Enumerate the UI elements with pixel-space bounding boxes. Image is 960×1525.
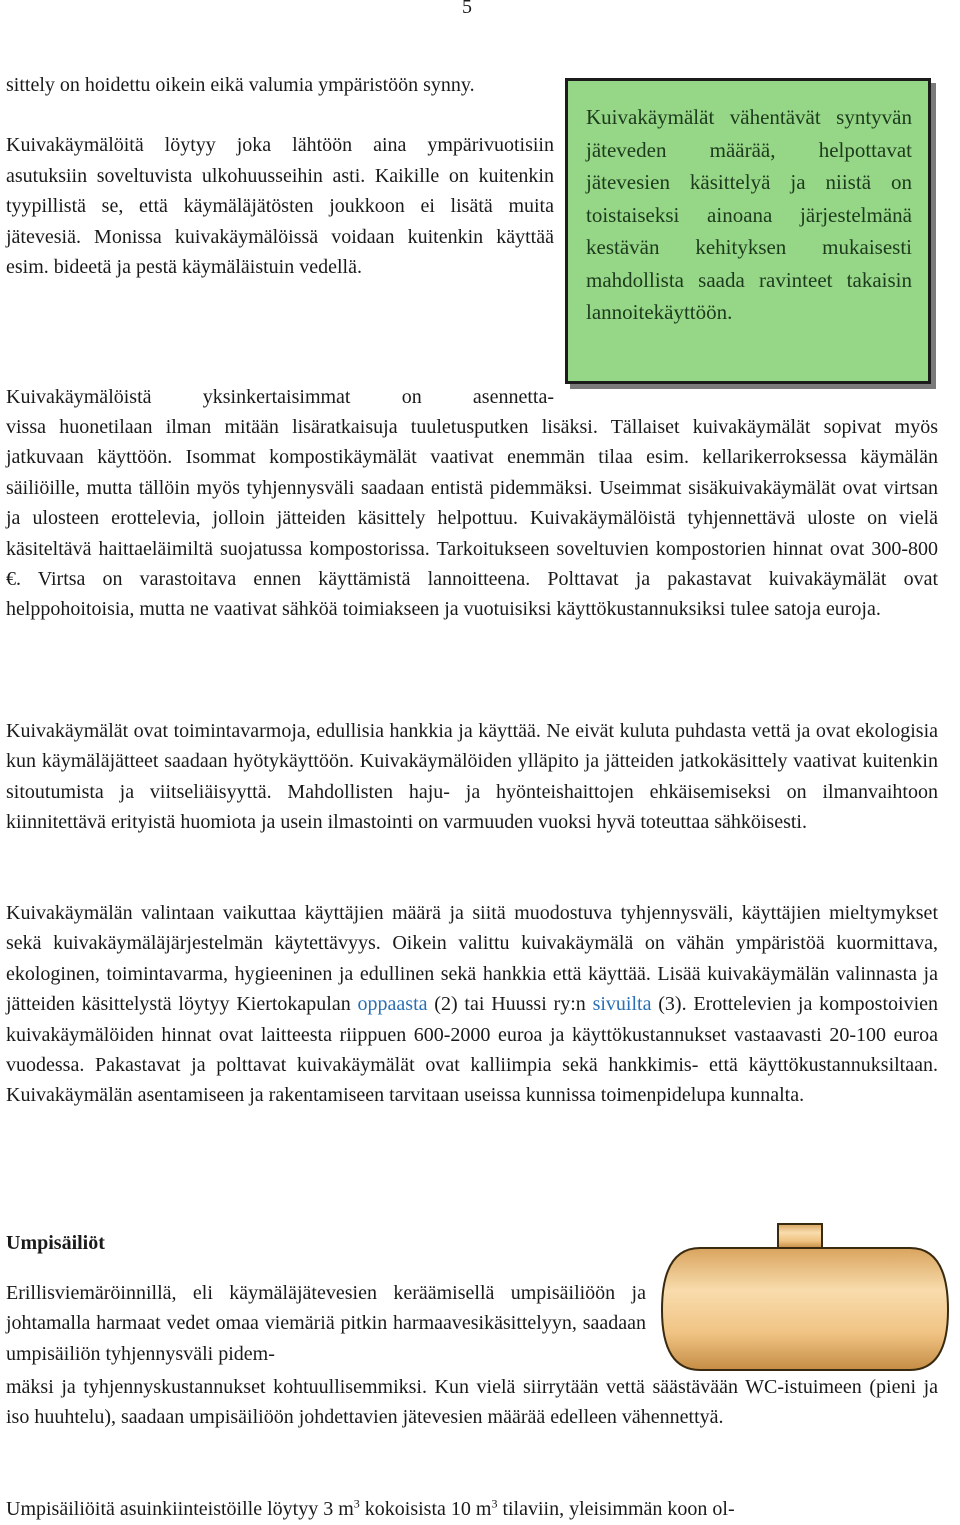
paragraph-text: kokoisista 10 m (359, 1498, 492, 1520)
website-link[interactable]: sivuilta (592, 993, 652, 1016)
paragraph-text: tilaviin, yleisimmän koon ol- (497, 1498, 735, 1520)
paragraph-text: (3). Erottelevien ja kompostoivien kuivakäymälöiden hinnat ovat laitteesta riippuen 600-2000 euroa ja käyttökustannukset vastaavasti 20-100 euroa vuodessa. Pakastavat ja polttavat kuivakäymälät ovat kalliimpia sekä hankkimis- että käyttökustannuksiltaan. Kuivakäymälän asentamiseen ja rakentamiseen tarvitaan useissa kunnissa toimenpidelupa kunnalta. (6, 993, 939, 1107)
section-heading: Umpisäiliöt (6, 1232, 105, 1254)
paragraph-text: (2) tai Huussi ry:n (427, 993, 593, 1016)
callout-text: Kuivakäymälät vähentävät syntyvän jäteveden määrää, helpottavat jätevesien käsittelyä ja niistä on toistaiseksi ainoana järjestelmänä kestävän kehityksen mukaisesti mahdollista saada ravinteet takaisin lannoitekäyttöön. (586, 105, 912, 324)
paragraph: vissa huonetilaan ilman mitään lisäratkaisuja tuuletusputken lisäksi. Tällaiset kuivakäymälät sopivat myös jatkuvaan käyttöön. Isommat kompostikäymälät vaativat enemmän tilaa esim. kellarikerroksessa käymälän säiliöille, mutta tällöin myös tyhjennysväli saadaan entistä pidemmäksi. Useimmat sisäkuivakäymälät ovat virtsan ja ulosteen erottelevia, jolloin jätteiden käsittely helpottuu. Kuivakäymälöistä tyhjennettävä uloste on vielä käsiteltävä haittaeläimiltä suojatussa kompostorissa. Tarkoitukseen soveltuvien kompostorien hinnat ovat 300-800 €. Virtsa on varastoitava ennen käyttämistä lannoitteena. Polttavat ja pakastavat kuivakäymälät ovat helppohoitoisia, mutta ne vaativat sähköä toimiakseen ja vuotuisiksi käyttökustannuksiksi tulee satoja euroja. (6, 416, 938, 621)
paragraph-wrapped-line: Kuivakäymälöistä yksinkertaisimmat on asennetta- (6, 386, 554, 408)
page-number: 5 (462, 0, 472, 18)
paragraph: Kuivakäymälät ovat toimintavarmoja, edullisia hankkia ja käyttää. Ne eivät kuluta puhdasta vettä ja ovat ekologisia kun käymäläjätteet saadaan hyötykäyttöön. Kuivakäymälöiden ylläpito ja jätteiden jatkokäsittely vaativat kuitenkin sitoutumista ja viitseliäisyyttä. Mahdollisten haju- ja hyönteishaittojen ehkäisemiseksi on ilmanvaihtoon kiinnitettävä erityistä huomiota ja usein ilmastointi on varmuuden vuoksi hyvä toteuttaa sähköisesti. (6, 720, 938, 834)
paragraph: sittely on hoidettu oikein eikä valumia ympäristöön synny. (6, 74, 475, 96)
paragraph-text: Umpisäiliöitä asuinkiinteistöille löytyy 3 m (6, 1498, 354, 1520)
paragraph-text: Kuivakäymälän valintaan vaikuttaa käyttäjien määrä ja siitä muodostuva tyhjennysväli, käyttäjien mieltymykset sekä kuivakäymäläjärjestelmän käytettävyys. Oikein valittu kuivakäymälä on vähän ympäristöä kuormittava, ekologinen, toimintavarma, hygieeninen ja edullinen sekä hankkia että käyttää. Lisää kuivakäymälän valinnasta ja jätteiden käsittelystä löytyy Kiertokapulan (6, 902, 938, 1016)
intro-paragraphs (6, 70, 554, 282)
guide-link[interactable]: oppaasta (357, 993, 428, 1016)
paragraph (6, 898, 938, 1111)
septic-tank-illustration (660, 1222, 950, 1372)
superscript: 3 (491, 1496, 498, 1511)
paragraph-narrow: Erillisviemäröinnillä, eli käymäläjätevesien keräämisellä umpisäiliöön ja johtamalla harmaat vedet omaa viemäriä pitkin harmaavesikäsittelyyn, saadaan umpisäiliön tyhjennysväli pidem- (6, 1282, 646, 1365)
callout-box (565, 78, 931, 384)
superscript: 3 (353, 1496, 360, 1511)
paragraph: Kuivakäymälöitä löytyy joka lähtöön aina ympärivuotisiin asutuksiin soveltuvista ulkohuusseihin asti. Kaikille on kuitenkin tyypillistä se, että käymäläjätösten joukkoon ei lisätä muita jätevesiä. Monissa kuivakäymälöissä voidaan kuitenkin käyttää esim. bideetä ja pestä käymäläistuin vedellä. (6, 134, 554, 279)
paragraph (6, 1494, 938, 1524)
paragraph: mäksi ja tyhjennyskustannukset kohtuullisemmiksi. Kun vielä siirrytään vettä säästävään WC-istuimeen (pieni ja iso huuhtelu), saadaan umpisäiliöön johdettavien jätevesien määrää edelleen vähennettyä. (6, 1376, 938, 1429)
